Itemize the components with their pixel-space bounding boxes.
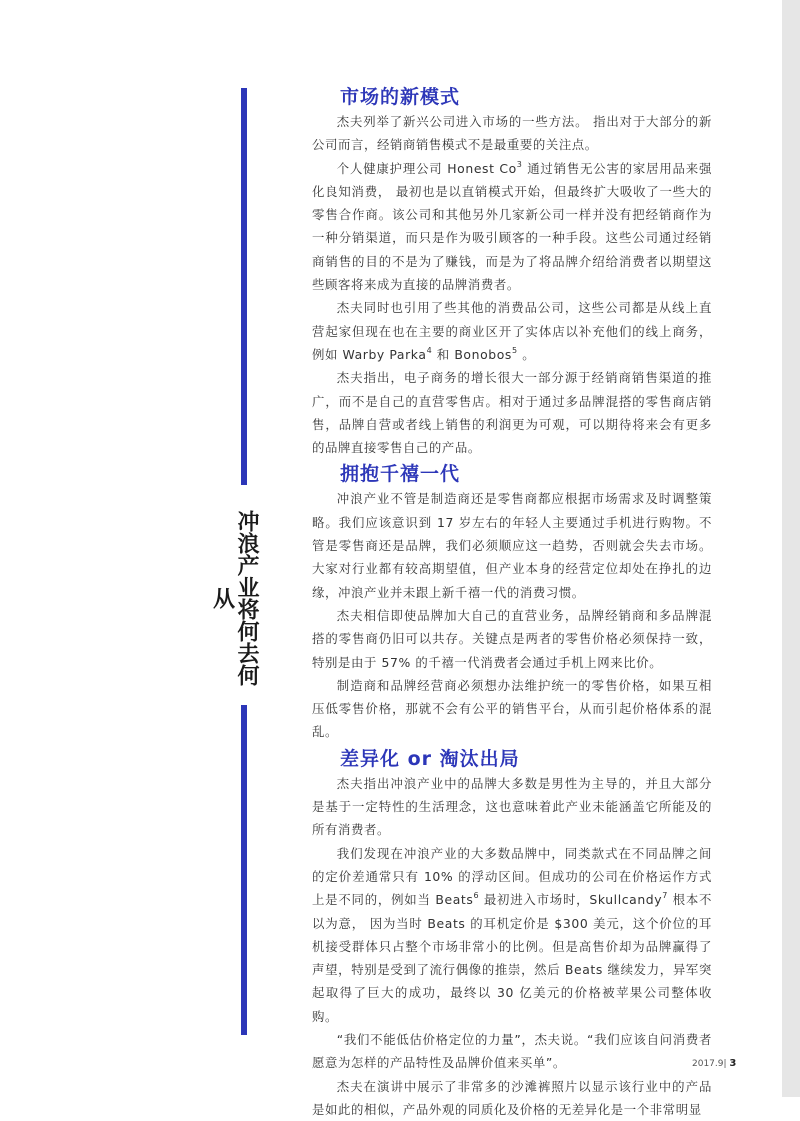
paragraph: 杰夫在演讲中展示了非常多的沙滩裤照片以显示该行业中的产品是如此的相似，产品外观的同质化及价格的无差异化是一个非常明显 [312, 1078, 712, 1117]
paragraph: 杰夫列举了新兴公司进入市场的一些方法。 指出对于大部分的新公司而言，经销商销售模式不是最重要的关注点。 [312, 114, 712, 153]
paragraph: 制造商和品牌经营商必须想办法维护统一的零售价格，如果互相压低零售价格，那就不会有公平的销售平台，从而引起价格体系的混乱。 [312, 677, 712, 740]
footnote-ref: 7 [662, 891, 668, 901]
footer-separator: | [723, 1059, 727, 1069]
paragraph: 冲浪产业不管是制造商还是零售商都应根据市场需求及时调整策略。我们应该意识到 17 岁左右的年轻人主要通过手机进行购物。不管是零售商还是品牌，我们必须顺应这一趋势，否则就会失去市场。大家对行业都有较高期望值，但产业本身的经营定位却处在挣扎的边缘，冲浪产业并未跟上新千禧一代的消费习惯。 [312, 491, 712, 600]
accent-bar-top [241, 88, 247, 485]
side-title: 冲浪产业将何去何从 [209, 510, 259, 686]
paragraph: “我们不能低估价格定位的力量”，杰夫说。“我们应该自问消费者愿意为怎样的产品特性及品牌价值来买单”。 [312, 1031, 712, 1071]
footnote-ref: 6 [473, 891, 480, 901]
paragraph: 我们发现在冲浪产业的大多数品牌中，同类款式在不同品牌之间的定价差通常只有 10% 的浮动区间。但成功的公司在价格运作方式上是不同的，例如当 Beats$^6$ 最初进入市场时，Skullcandy$^7$ 根本不以为意， 因为当时 Beats 的耳机定价是 $300 美元，这个价位的耳机接受群体只占整个市场非常小的比例。但是高售价却为品牌赢得了声望，特别是受到了流行偶像的推崇，然后 Beats 继续发力，异军突起取得了巨大的成功，最终以 30 亿美元的价格被苹果公司整体收购。 [312, 845, 712, 1024]
issue-date: 2017.9 [692, 1059, 724, 1069]
article-body [312, 82, 712, 1121]
section-new-market-model [312, 84, 712, 459]
footnote-ref: 5 [511, 345, 518, 355]
paragraph: 杰夫指出，电子商务的增长很大一部分源于经销商销售渠道的推广，而不是自己的直营零售店。相对于通过多品牌混搭的零售商店销售，品牌自营或者线上销售的利润更为可观，可以期待将来会有更多的品牌直接零售自己的产品。 [312, 370, 712, 456]
section-heading: 市场的新模式 [340, 86, 461, 108]
footnote-ref: 4 [426, 345, 433, 355]
page-footer [692, 1058, 736, 1069]
page-number: 3 [729, 1058, 737, 1069]
paragraph: 杰夫相信即使品牌加大自己的直营业务，品牌经销商和多品牌混搭的零售商仍旧可以共存。关键点是两者的零售价格必须保持一致，特别是由于 57% 的千禧一代消费者会通过手机上网来比价。 [312, 607, 712, 670]
section-differentiate-or-out [312, 746, 712, 1121]
paragraph: 杰夫同时也引用了些其他的消费品公司，这些公司都是从线上直营起家但现在也在主要的商业区开了实体店以补充他们的线上商务，例如 Warby Parka$^4$ 和 Bonobos$^5$ 。 [312, 300, 712, 362]
section-embrace-millennials [312, 461, 712, 743]
accent-bar-bottom [241, 705, 247, 1035]
section-heading: 拥抱千禧一代 [340, 463, 461, 486]
paragraph: 个人健康护理公司 Honest Co$^3$ 通过销售无公害的家居用品来强化良知消费， 最初也是以直销模式开始，但最终扩大吸收了一些大的零售合作商。该公司和其他另外几家新公司一样并没有把经销商作为一种分销渠道，而只是作为吸引顾客的一种手段。这些公司通过经销商销售的目的不是为了赚钱，而是为了将品牌介绍给消费者以期望这些顾客将来成为直接的品牌消费者。 [312, 159, 712, 293]
paragraph: 杰夫指出冲浪产业中的品牌大多数是男性为主导的，并且大部分是基于一定特性的生活理念，这也意味着此产业未能涵盖它所能及的所有消费者。 [312, 775, 712, 838]
footnote-ref: 3 [516, 159, 523, 169]
page-edge-gutter [782, 0, 800, 1097]
section-heading: 差异化 or 淘汰出局 [340, 747, 520, 770]
